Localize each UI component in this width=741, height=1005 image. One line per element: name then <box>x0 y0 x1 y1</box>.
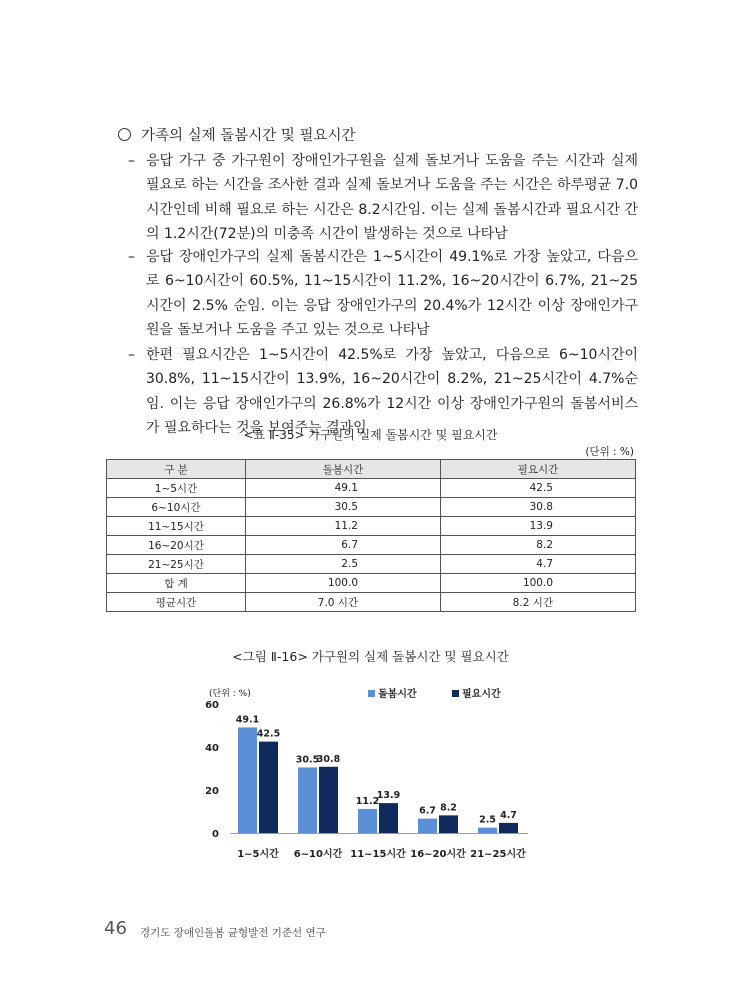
paragraph-text: 응답 장애인가구의 실제 돌봄시간은 1~5시간이 49.1%로 가장 높았고, 다음으로 6~10시간이 60.5%, 11~15시간이 11.2%, 16~20시간이 6.7%, 21~25시간이 2.5% 순임. 이는 응답 장애인가구의 20.4%가 12시간 이상 장애인가구원을 돌보거나 도움을 주고 있는 것으로 나타남 <box>146 249 638 338</box>
x-tick-label: 6~10시간 <box>293 849 343 860</box>
bar <box>358 809 377 833</box>
row-label: 1~5시간 <box>107 479 246 498</box>
needed-value: 100.0 <box>441 574 636 593</box>
table-row <box>107 536 636 555</box>
row-label: 합 계 <box>107 574 246 593</box>
table-row <box>107 593 636 612</box>
row-label: 21~25시간 <box>107 555 246 574</box>
paragraph-2 <box>128 245 638 342</box>
y-tick-label: 60 <box>205 700 219 711</box>
legend-label: 돌봄시간 <box>378 689 417 700</box>
section-title <box>118 124 356 145</box>
table-row <box>107 517 636 536</box>
bar <box>499 823 518 833</box>
section-title-text: 가족의 실제 돌봄시간 및 필요시간 <box>141 128 356 144</box>
chart-unit-label: (단위 : %) <box>209 689 251 699</box>
bar <box>379 803 398 833</box>
care-value: 7.0 시간 <box>246 593 441 612</box>
bar-chart <box>195 685 540 865</box>
care-value: 11.2 <box>246 517 441 536</box>
legend-label: 필요시간 <box>462 689 501 700</box>
paragraph-text: 한편 필요시간은 1~5시간이 42.5%로 가장 높았고, 다음으로 6~10시간이 30.8%, 11~15시간이 13.9%, 16~20시간이 8.2%, 21~25시간이 4.7%순임. 이는 응답 장애인가구의 26.8%가 12시간 이상 장애인가구원의 돌봄서비스가 필요하다는 것을 보여주는 결과임 <box>146 347 638 436</box>
figure-caption: <그림 Ⅱ-16> 가구원의 실제 돌봄시간 및 필요시간 <box>232 649 509 664</box>
table-row <box>107 574 636 593</box>
row-label: 6~10시간 <box>107 498 246 517</box>
dash-bullet: – <box>128 347 135 363</box>
table-row <box>107 479 636 498</box>
header-care-time: 돌봄시간 <box>246 460 441 479</box>
x-tick-label: 11~15시간 <box>350 849 406 860</box>
data-label: 49.1 <box>235 714 260 726</box>
care-value: 6.7 <box>246 536 441 555</box>
footer-title: 경기도 장애인돌봄 균형발전 기준선 연구 <box>140 927 326 939</box>
care-value: 30.5 <box>246 498 441 517</box>
data-label: 30.8 <box>316 753 341 765</box>
bar <box>418 819 437 833</box>
bar <box>439 815 458 833</box>
x-tick-label: 16~20시간 <box>410 849 466 860</box>
circle-bullet-icon <box>118 128 131 141</box>
data-label: 4.7 <box>500 809 517 821</box>
table-row <box>107 498 636 517</box>
needed-value: 13.9 <box>441 517 636 536</box>
y-tick-label: 40 <box>205 743 219 754</box>
data-label: 30.5 <box>295 754 320 766</box>
table-unit-note: (단위 : %) <box>585 446 634 458</box>
care-value: 100.0 <box>246 574 441 593</box>
table-caption: <표 Ⅱ-35> 가구원의 실제 돌봄시간 및 필요시간 <box>243 428 498 442</box>
needed-value: 8.2 <box>441 536 636 555</box>
x-tick-label: 1~5시간 <box>237 849 279 860</box>
paragraph-1 <box>128 149 638 246</box>
bar <box>238 727 257 833</box>
care-value: 49.1 <box>246 479 441 498</box>
needed-value: 4.7 <box>441 555 636 574</box>
bar <box>319 767 338 833</box>
needed-value: 30.8 <box>441 498 636 517</box>
page-number: 46 <box>104 918 127 939</box>
row-label: 평균시간 <box>107 593 246 612</box>
data-table <box>106 459 636 612</box>
dash-bullet: – <box>128 249 135 265</box>
y-tick-label: 0 <box>212 829 219 840</box>
data-label: 11.2 <box>355 795 380 807</box>
row-label: 16~20시간 <box>107 536 246 555</box>
x-tick-label: 21~25시간 <box>470 849 526 860</box>
row-label: 11~15시간 <box>107 517 246 536</box>
legend-swatch <box>452 690 459 697</box>
bar <box>298 767 317 833</box>
legend-swatch <box>368 690 375 697</box>
header-category: 구 분 <box>107 460 246 479</box>
data-label: 2.5 <box>479 814 496 826</box>
data-label: 6.7 <box>419 805 436 817</box>
table-header-row <box>107 460 636 479</box>
paragraph-text: 응답 가구 중 가구원이 장애인가구원을 실제 돌보거나 도움을 주는 시간과 실제 필요로 하는 시간을 조사한 결과 실제 돌보거나 도움을 주는 시간은 하루평균 7.0시간인데 비해 필요로 하는 시간은 8.2시간임. 이는 실제 돌봄시간과 필요시간 간의 1.2시간(72분)의 미충족 시간이 발생하는 것으로 나타남 <box>146 153 638 242</box>
table-row <box>107 555 636 574</box>
bar <box>478 828 497 833</box>
data-label: 42.5 <box>256 728 281 740</box>
care-value: 2.5 <box>246 555 441 574</box>
header-needed-time: 필요시간 <box>441 460 636 479</box>
bar <box>259 742 278 833</box>
y-tick-label: 20 <box>205 786 219 797</box>
dash-bullet: – <box>128 153 135 169</box>
data-label: 8.2 <box>440 802 457 814</box>
needed-value: 42.5 <box>441 479 636 498</box>
data-label: 13.9 <box>376 790 401 802</box>
needed-value: 8.2 시간 <box>441 593 636 612</box>
